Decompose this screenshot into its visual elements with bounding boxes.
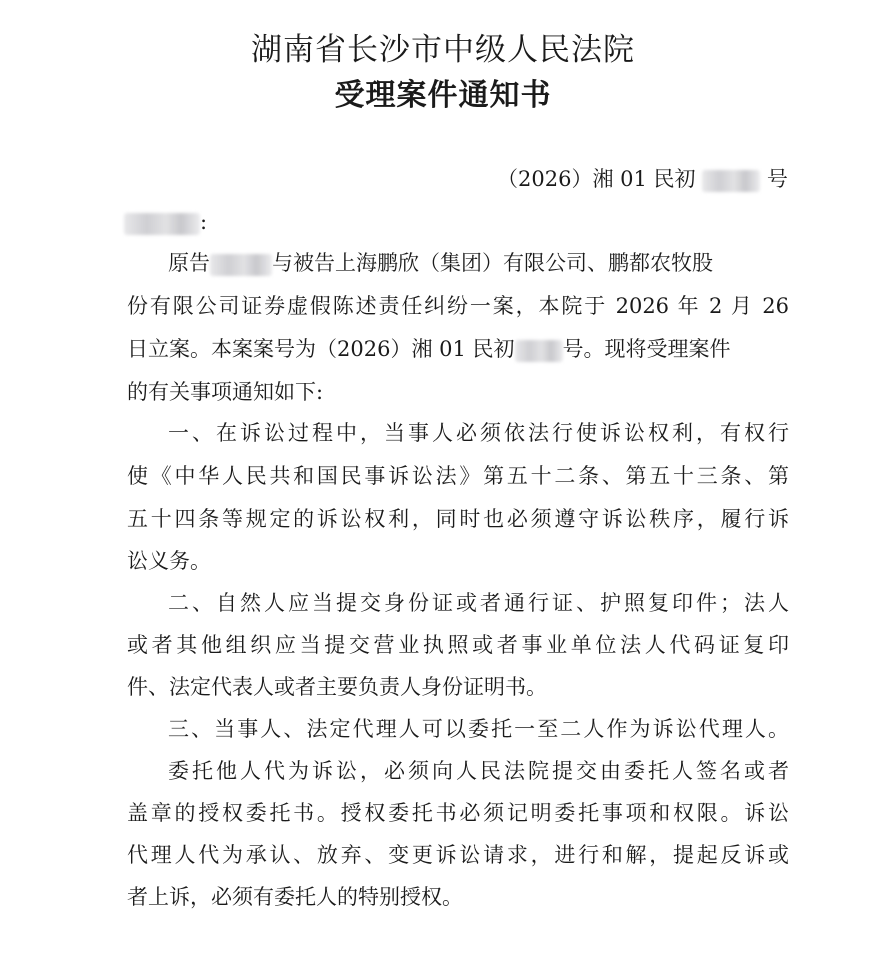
body-line: 或者其他组织应当提交营业执照或者事业单位法人代码证复印: [127, 633, 789, 657]
body-line: [127, 334, 789, 364]
body-line: 三、当事人、法定代理人可以委托一至二人作为诉讼代理人。: [168, 717, 789, 741]
document-title: 受理案件通知书: [334, 78, 552, 113]
body-line: 的有关事项通知如下:: [127, 380, 324, 404]
addressee: [124, 207, 207, 237]
body-line: 代理人代为承认、放弃、变更诉讼请求，进行和解，提起反诉或: [127, 843, 789, 867]
case-number-prefix: （2026）湘 01 民初: [497, 167, 696, 191]
body-line: 份有限公司证券虚假陈述责任纠纷一案，本院于 2026 年 2 月 26: [127, 294, 789, 318]
body-line: 委托他人代为诉讼，必须向人民法院提交由委托人签名或者: [168, 759, 789, 783]
body-line: 者上诉，必须有委托人的特别授权。: [127, 885, 463, 909]
body-line: 五十四条等规定的诉讼权利，同时也必须遵守诉讼秩序，履行诉: [127, 507, 789, 531]
body-text: 日立案。本案案号为（2026）湘 01 民初: [127, 337, 515, 361]
body-text: 与被告上海鹏欣（集团）有限公司、鹏都农牧股: [272, 251, 713, 275]
case-number-suffix: 号: [766, 167, 788, 191]
body-line: 讼义务。: [127, 549, 211, 573]
body-text: 原告: [168, 251, 210, 275]
body-line: 一、在诉讼过程中，当事人必须依法行使诉讼权利，有权行: [168, 421, 789, 445]
addressee-colon: :: [200, 210, 208, 234]
body-line: [168, 248, 789, 278]
case-number: [497, 164, 788, 194]
redacted-case-number: [515, 340, 563, 362]
body-text: 号。现将受理案件: [562, 337, 731, 361]
redacted-case-number: [702, 170, 760, 192]
body-line: 二、自然人应当提交身份证或者通行证、护照复印件；法人: [168, 591, 789, 615]
body-line: 使《中华人民共和国民事诉讼法》第五十二条、第五十三条、第: [127, 464, 789, 488]
redacted-addressee-name: [124, 213, 200, 235]
court-name: 湖南省长沙市中级人民法院: [251, 32, 635, 68]
body-line: 盖章的授权委托书。授权委托书必须记明委托事项和权限。诉讼: [127, 801, 789, 825]
redacted-plaintiff-name: [210, 254, 272, 276]
body-line: 件、法定代表人或者主要负责人身份证明书。: [127, 675, 547, 699]
